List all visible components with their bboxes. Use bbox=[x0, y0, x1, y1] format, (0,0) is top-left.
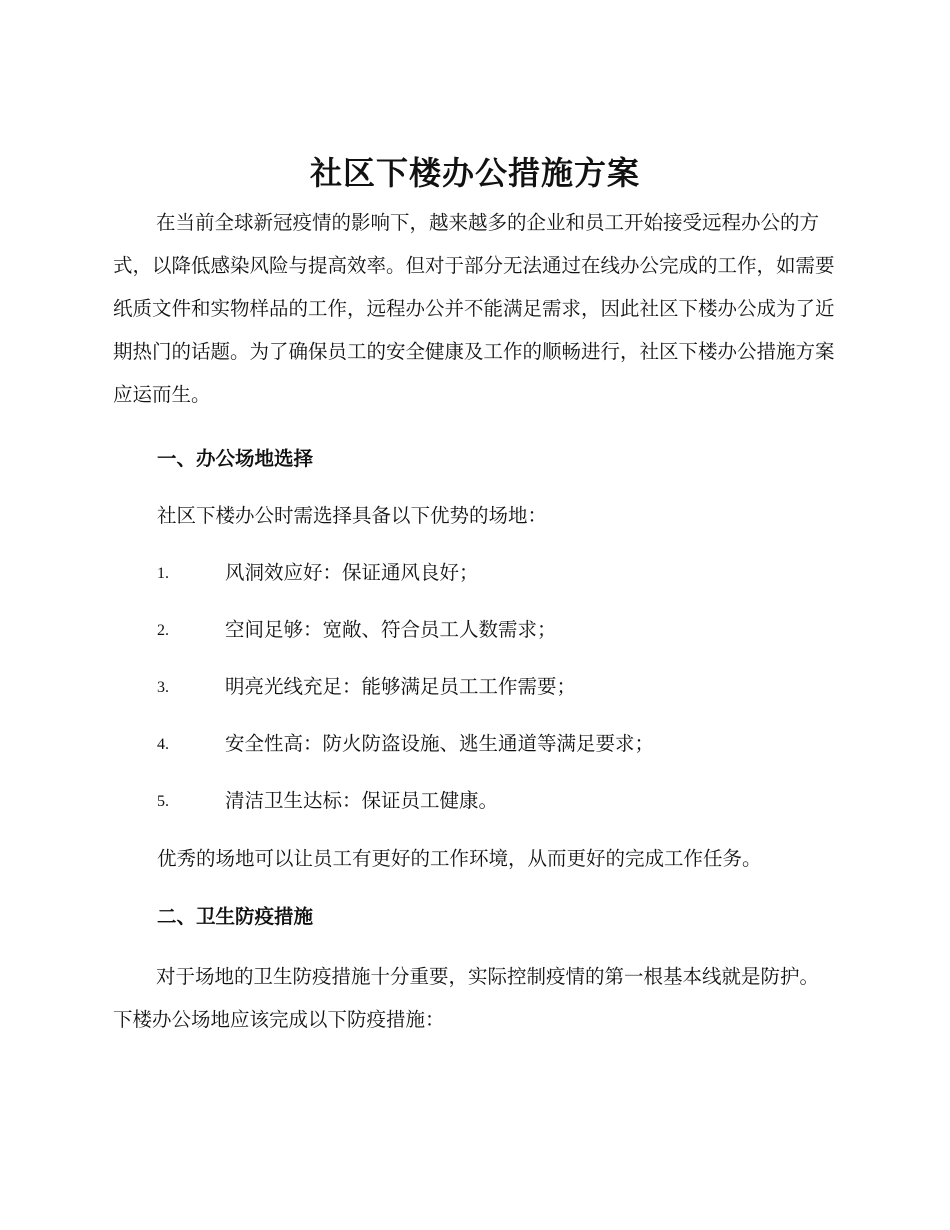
document-title: 社区下楼办公措施方案 bbox=[309, 154, 640, 192]
list-number: 5. bbox=[157, 793, 169, 810]
list-number: 3. bbox=[157, 679, 169, 696]
list-text: 安全性高：防火防盗设施、逃生通道等满足要求； bbox=[225, 732, 655, 755]
list-text: 空间足够：宽敞、符合员工人数需求； bbox=[225, 618, 557, 641]
list-number: 4. bbox=[157, 736, 169, 753]
list-number: 1. bbox=[157, 565, 169, 582]
section-1-conclusion: 优秀的场地可以让员工有更好的工作环境，从而更好的完成工作任务。 bbox=[157, 847, 762, 870]
intro-paragraph: 在当前全球新冠疫情的影响下，越来越多的企业和员工开始接受远程办公的方式，以降低感染风险与提高效率。但对于部分无法通过在线办公完成的工作，如需要纸质文件和实物样品的工作，远程办公并不能满足需求，因此社区下楼办公成为了近期热门的话题。为了确保员工的安全健康及工作的顺畅进行，社区下楼办公措施方案应运而生。 bbox=[113, 211, 835, 406]
list-text: 风洞效应好：保证通风良好； bbox=[225, 561, 479, 584]
list-text: 清洁卫生达标：保证员工健康。 bbox=[225, 789, 499, 812]
section-1-heading: 一、办公场地选择 bbox=[157, 447, 314, 470]
section-1-lead: 社区下楼办公时需选择具备以下优势的场地： bbox=[157, 504, 548, 527]
section-2-paragraph: 对于场地的卫生防疫措施十分重要，实际控制疫情的第一根基本线就是防护。下楼办公场地应该完成以下防疫措施： bbox=[113, 965, 820, 1031]
list-text: 明亮光线充足：能够满足员工工作需要； bbox=[225, 675, 577, 698]
list-number: 2. bbox=[157, 622, 169, 639]
section-2-heading: 二、卫生防疫措施 bbox=[157, 905, 314, 928]
